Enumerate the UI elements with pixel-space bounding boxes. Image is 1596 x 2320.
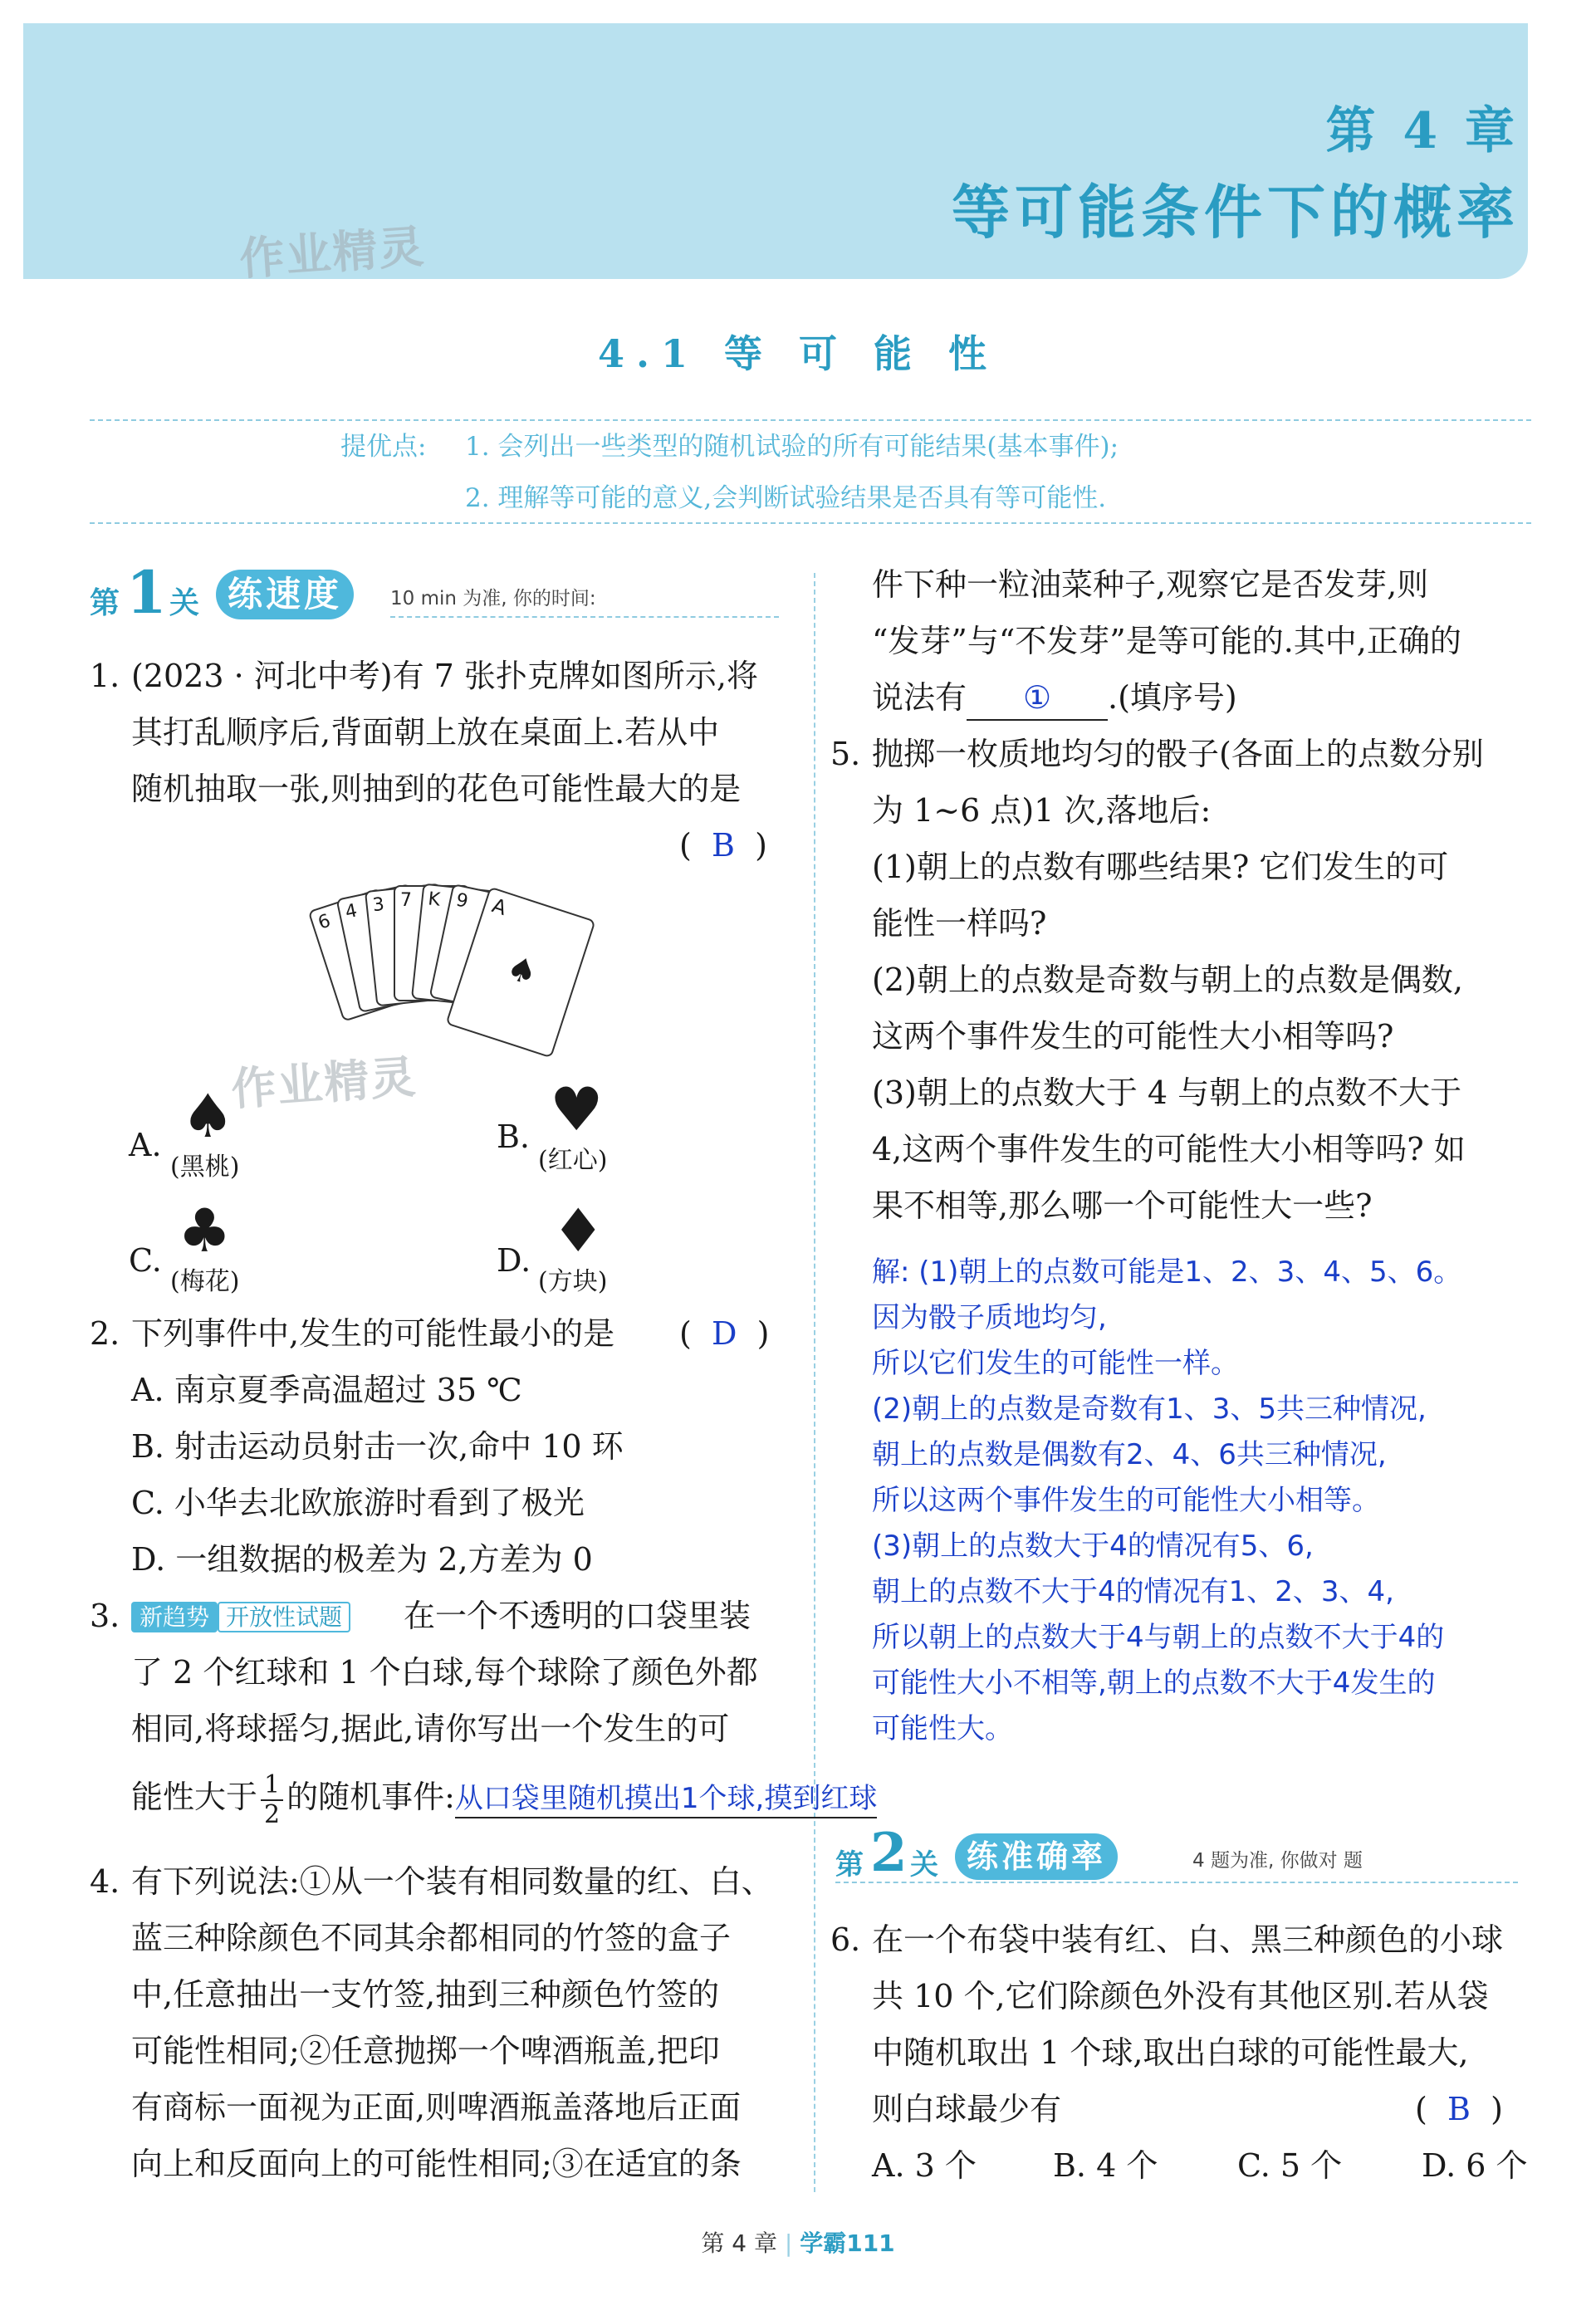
q3-tag-open-question: 开放性试题 [218, 1602, 350, 1632]
page-footer: 第 4 章 | 学霸111 [701, 2229, 895, 2257]
diamond-icon: ♦ [551, 1196, 605, 1265]
card-label: 4 [343, 900, 360, 923]
q5-solution-8: 朝上的点数不大于4的情况有1、2、3、4, [872, 1575, 1394, 1608]
q5-solution-1: 解: (1)朝上的点数可能是1、2、3、4、5、6。 [872, 1255, 1462, 1289]
q6-answer-bracket: ( B ) [1415, 2091, 1503, 2127]
q5-solution-3: 所以它们发生的可能性一样。 [872, 1347, 1239, 1380]
level-2-name: 练准确率 [955, 1833, 1118, 1880]
q5-solution-2: 因为骰子质地均匀, [872, 1301, 1107, 1334]
footer-brand: 学霸 [800, 2229, 847, 2257]
q5-number: 5. [830, 736, 861, 772]
q5-line-7: (3)朝上的点数大于 4 与朝上的点数不大于 [872, 1074, 1462, 1111]
level-2-note: 4 题为准, 你做对 题 [1192, 1850, 1363, 1872]
q5-solution-10: 可能性大小不相等,朝上的点数不大于4发生的 [872, 1667, 1436, 1700]
q6-line-2: 共 10 个,它们除颜色外没有其他区别.若从袋 [872, 1978, 1489, 2014]
q5-line-3: (1)朝上的点数有哪些结果? 它们发生的可 [872, 849, 1449, 885]
q5-line-4: 能性一样吗? [872, 905, 1047, 942]
q3-line-2: 了 2 个红球和 1 个白球,每个球除了颜色外都 [131, 1654, 758, 1691]
q4-line-2: 蓝三种除颜色不同其余都相同的竹签的盒子 [131, 1920, 732, 1956]
card-label: 6 [316, 910, 334, 934]
level-2-header [835, 1822, 1525, 1885]
q6-answer: B [1447, 2091, 1471, 2127]
level-1-line [390, 616, 779, 618]
card-label: 7 [400, 890, 412, 911]
q1-option-c-name: (梅花) [170, 1267, 240, 1296]
card-label: A [489, 893, 510, 921]
q2-number: 2. [90, 1315, 120, 1352]
q1-option-c-letter: C. [129, 1242, 162, 1279]
q4-line-1: 有下列说法:①从一个装有相同数量的红、白、 [131, 1863, 773, 1900]
q6-option-b: B. 4 个 [1053, 2147, 1158, 2184]
q4-line-3: 中,任意抽出一支竹签,抽到三种颜色竹签的 [131, 1976, 720, 2013]
q3-tags [131, 1599, 350, 1632]
q1-line-2: 其打乱顺序后,背面朝上放在桌面上.若从中 [131, 714, 720, 751]
q1-option-d-letter: D. [497, 1242, 531, 1279]
chapter-title: 等可能条件下的概率 [952, 178, 1520, 247]
level-2-prefix: 第 [835, 1848, 864, 1882]
q6-option-c: C. 5 个 [1237, 2147, 1343, 2184]
level-1-name: 练速度 [216, 570, 354, 619]
watermark: 作业精灵 [229, 1050, 419, 1116]
q3-line-3: 相同,将球摇匀,据此,请你写出一个发生的可 [131, 1711, 730, 1747]
chapter-number: 第 4 章 [1325, 102, 1520, 160]
q3-line-1: 在一个不透明的口袋里装 [404, 1598, 751, 1634]
q4-line-4: 可能性相同;②任意抛掷一个啤酒瓶盖,把印 [131, 2033, 720, 2069]
q4-answer: ① [967, 676, 1108, 721]
level-1-header [90, 558, 779, 627]
q5-solution-6: 所以这两个事件发生的可能性大小相等。 [872, 1484, 1380, 1517]
q4-last-pre: 说法有 [872, 679, 967, 716]
q1-option-d-name: (方块) [538, 1267, 608, 1296]
q1-option-a-letter: A. [129, 1127, 162, 1163]
q5-solution-11: 可能性大。 [872, 1712, 1013, 1745]
level-1-note: 10 min 为准, 你的时间: [390, 588, 596, 609]
q2-stem: 下列事件中,发生的可能性最小的是 [131, 1315, 615, 1352]
q4-cont-line-1: 件下种一粒油菜种子,观察它是否发芽,则 [872, 566, 1429, 603]
q5-line-2: 为 1~6 点)1 次,落地后: [872, 792, 1212, 829]
card-label: K [427, 888, 442, 911]
q3-line-4-pre: 能性大于 [131, 1779, 258, 1815]
q4-line-6: 向上和反面向上的可能性相同;③在适宜的条 [131, 2146, 742, 2182]
tip-2: 2. 理解等可能的意义,会判断试验结果是否具有等可能性. [465, 483, 1107, 513]
q3-tag-new-trend: 新趋势 [131, 1602, 218, 1632]
level-2-number: 2 [870, 1822, 908, 1884]
q3-answer: 从口袋里随机摸出1个球,摸到红球 [455, 1780, 877, 1818]
q5-line-9: 果不相等,那么哪一个可能性大一些? [872, 1187, 1373, 1224]
q6-line-3: 中随机取出 1 个球,取出白球的可能性最大, [872, 2034, 1469, 2071]
q6-line-1: 在一个布袋中装有红、白、黑三种颜色的小球 [872, 1921, 1504, 1958]
q5-line-5: (2)朝上的点数是奇数与朝上的点数是偶数, [872, 962, 1463, 998]
q4-cont-line-2: “发芽”与“不发芽”是等可能的.其中,正确的 [872, 623, 1461, 659]
level-1-prefix: 第 [90, 585, 120, 620]
q1-option-b-name: (红心) [538, 1146, 608, 1175]
footer-page-number: 111 [846, 2229, 895, 2257]
q1-option-a-name: (黑桃) [170, 1153, 240, 1182]
q6-number: 6. [830, 1921, 861, 1958]
footer-chapter: 第 4 章 [701, 2229, 777, 2257]
spade-icon: ♠ [181, 1081, 235, 1151]
spade-icon: ♠ [502, 947, 542, 994]
q1-line-1: (2023 · 河北中考)有 7 张扑克牌如图所示,将 [131, 658, 759, 694]
q2-answer: D [711, 1315, 737, 1352]
q3-line-4 [131, 1769, 877, 1829]
q5-line-6: 这两个事件发生的可能性大小相等吗? [872, 1018, 1394, 1055]
level-2-suffix: 关 [910, 1848, 938, 1882]
q6-line-4: 则白球最少有 [872, 2091, 1062, 2127]
q3-fraction-denominator: 2 [264, 1799, 281, 1829]
q5-solution-5: 朝上的点数是偶数有2、4、6共三种情况, [872, 1438, 1387, 1471]
q4-number: 4. [90, 1863, 120, 1900]
q3-number: 3. [90, 1598, 120, 1634]
q6-option-d: D. 6 个 [1422, 2147, 1528, 2184]
q4-cont-line-3 [872, 669, 1237, 726]
tip-1: 1. 会列出一些类型的随机试验的所有可能结果(基本事件); [465, 432, 1119, 462]
level-2-line [835, 1882, 1518, 1883]
level-1-suffix: 关 [169, 585, 200, 620]
watermark: 作业精灵 [237, 219, 428, 286]
section-title: 4.1 等 可 能 性 [597, 331, 999, 376]
q2-option-a: A. 南京夏季高温超过 35 ℃ [131, 1372, 522, 1408]
q4-line-5: 有商标一面视为正面,则啤酒瓶盖落地后正面 [131, 2089, 742, 2126]
q1-option-b-letter: B. [497, 1118, 531, 1155]
card-label: 3 [371, 893, 386, 917]
q5-line-8: 4,这两个事件发生的可能性大小相等吗? 如 [872, 1131, 1466, 1167]
card-label: 9 [453, 889, 470, 913]
q3-fraction-numerator: 1 [261, 1771, 283, 1801]
level-1-number: 1 [126, 558, 167, 627]
column-divider [814, 573, 815, 2192]
q1-number: 1. [90, 658, 120, 694]
club-icon: ♣ [178, 1196, 232, 1265]
q5-solution-7: (3)朝上的点数大于4的情况有5、6, [872, 1530, 1314, 1563]
q5-solution-9: 所以朝上的点数大于4与朝上的点数不大于4的 [872, 1621, 1445, 1654]
q1-answer: B [711, 827, 735, 864]
q5-line-1: 抛掷一枚质地均匀的骰子(各面上的点数分别 [872, 736, 1484, 772]
heart-icon: ♥ [550, 1074, 604, 1144]
q2-option-b: B. 射击运动员射击一次,命中 10 环 [131, 1428, 624, 1465]
q3-fraction [261, 1771, 283, 1829]
q2-option-d: D. 一组数据的极差为 2,方差为 0 [131, 1541, 593, 1578]
tips-label: 提优点: [340, 432, 427, 462]
q3-line-4-post: 的随机事件: [286, 1779, 455, 1815]
q2-answer-bracket: ( D ) [679, 1315, 770, 1352]
q1-answer-bracket: ( B ) [679, 827, 767, 864]
q1-line-3: 随机抽取一张,则抽到的花色可能性最大的是 [131, 771, 742, 807]
q6-option-a: A. 3 个 [872, 2147, 977, 2184]
q2-option-c: C. 小华去北欧旅游时看到了极光 [131, 1485, 585, 1521]
q5-solution-4: (2)朝上的点数是奇数有1、3、5共三种情况, [872, 1392, 1427, 1426]
q4-last-post: .(填序号) [1108, 679, 1237, 716]
